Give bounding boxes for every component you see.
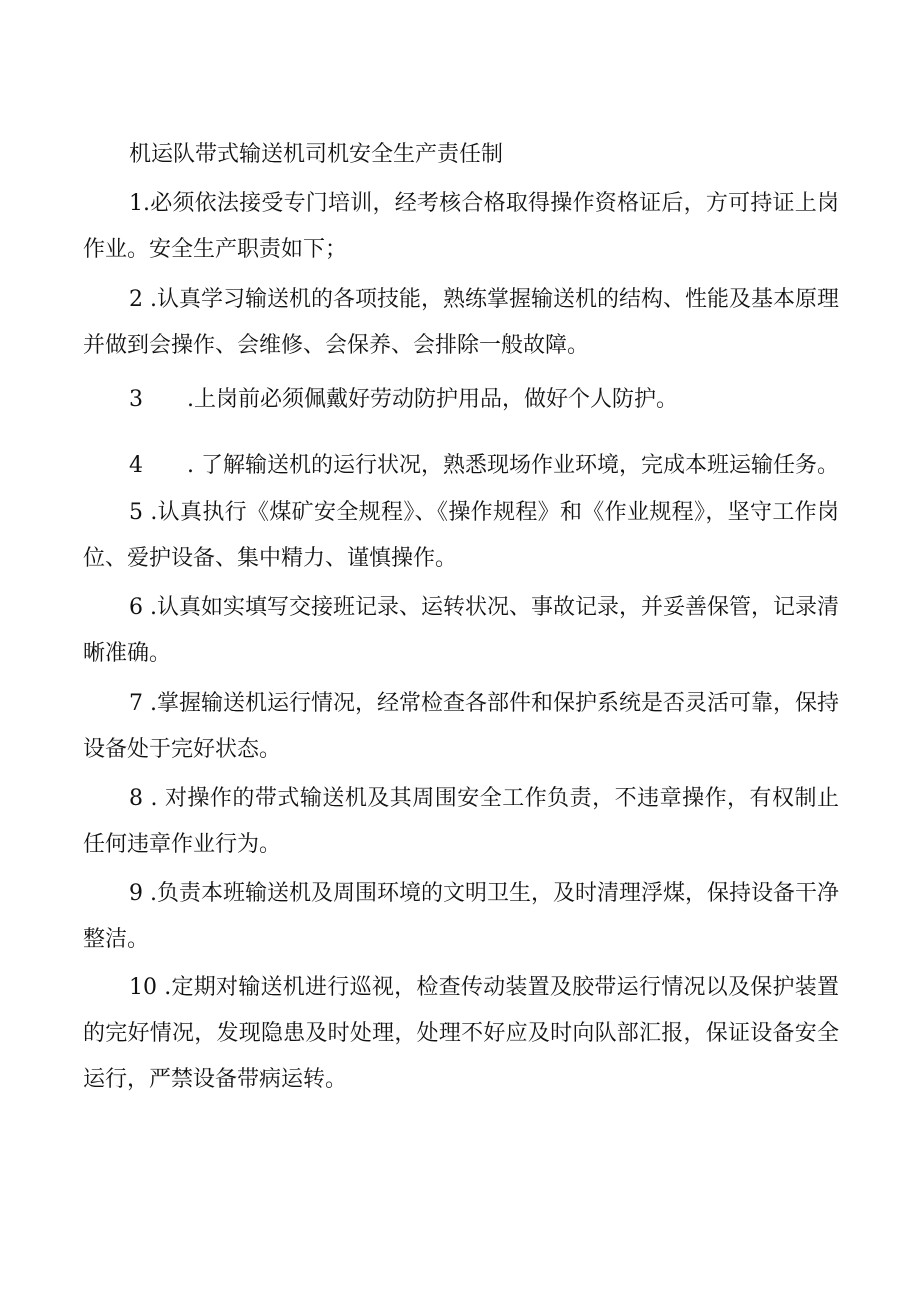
clause-4-text: . 了解输送机的运行状况，熟悉现场作业环境，完成本班运输任务。 — [187, 453, 839, 478]
clause-4-number: 4 — [129, 453, 143, 478]
clause-8: 8 . 对操作的带式输送机及其周围安全工作负责，不违章操作，有权制止任何违章作业行为。 — [83, 786, 839, 857]
clause-6: 6 .认真如实填写交接班记录、运转状况、事故记录，并妥善保管，记录清晰准确。 — [83, 595, 839, 666]
clause-7: 7 .掌握输送机运行情况，经常检查各部件和保护系统是否灵活可靠，保持设备处于完好状态。 — [83, 691, 839, 762]
clause-2: 2 .认真学习输送机的各项技能，熟练掌握输送机的结构、性能及基本原理并做到会操作、会维修、会保养、会排除一般故障。 — [83, 287, 839, 358]
clause-9: 9 .负责本班输送机及周围环境的文明卫生，及时清理浮煤，保持设备干净整洁。 — [83, 881, 839, 952]
clause-3 — [129, 385, 678, 415]
clause-4 — [129, 451, 839, 481]
clause-5: 5 .认真执行《煤矿安全规程》、《操作规程》和《作业规程》，坚守工作岗位、爱护设备、集中精力、谨慎操作。 — [83, 500, 839, 571]
document-title: 机运队带式输送机司机安全生产责任制 — [129, 142, 504, 167]
clause-3-number: 3 — [129, 387, 143, 412]
clause-1: 1.必须依法接受专门培训，经考核合格取得操作资格证后，方可持证上岗作业。安全生产职责如下； — [83, 191, 839, 262]
clause-10: 10 .定期对输送机进行巡视，检查传动装置及胶带运行情况以及保护装置的完好情况，发现隐患及时处理，处理不好应及时向队部汇报，保证设备安全运行，严禁设备带病运转。 — [83, 975, 839, 1092]
clause-3-text: .上岗前必须佩戴好劳动防护用品，做好个人防护。 — [187, 387, 678, 412]
